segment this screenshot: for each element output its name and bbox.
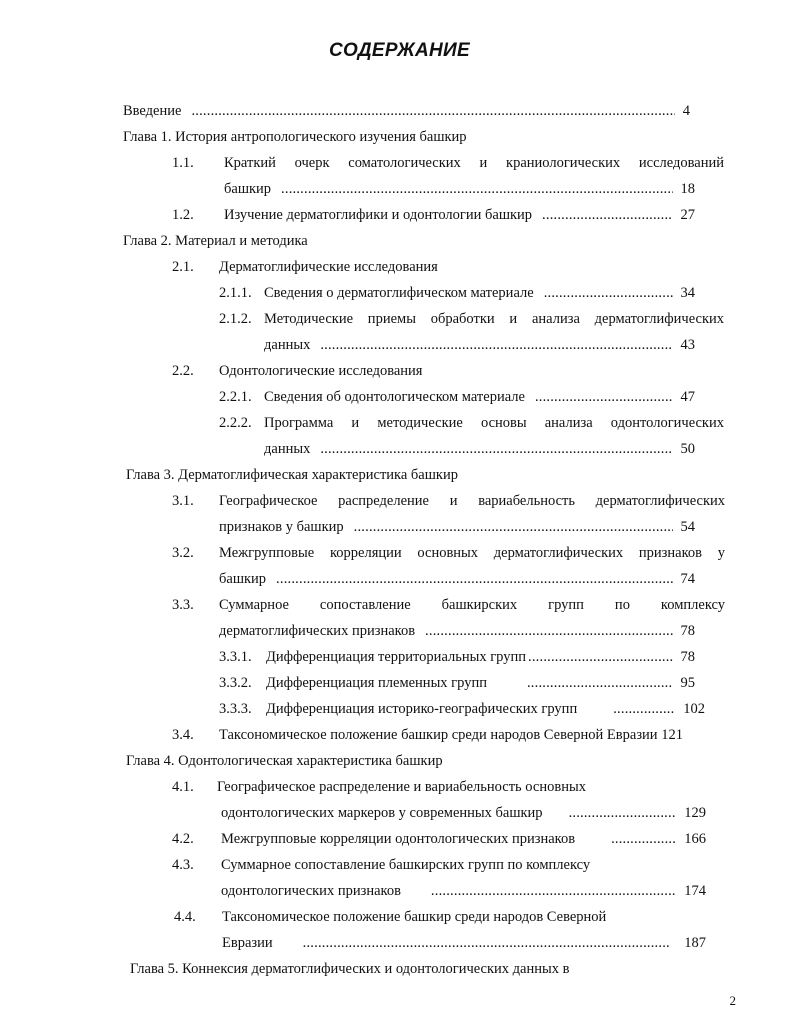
toc-entry-text: данных: [264, 337, 311, 353]
leader-dots: [425, 622, 672, 640]
toc-section-number: 4.4.: [174, 909, 196, 925]
toc-entry-text: башкир: [219, 571, 267, 587]
toc-entry-3-3-2: [266, 674, 695, 692]
toc-entry-text: Сведения об одонтологическом материале: [264, 389, 525, 405]
toc-section-text: Краткий очерк соматологических и краниологических исследований: [224, 155, 724, 171]
toc-section-text: Географическое распределение и вариабельность дерматоглифических: [219, 493, 725, 509]
toc-page-number: 27: [680, 207, 695, 223]
toc-section-number: 4.1.: [172, 779, 194, 795]
toc-section-text: Таксономическое положение башкир среди народов Северной: [222, 909, 607, 925]
toc-page-number: 78: [680, 623, 695, 639]
toc-entry-3-3-3: [266, 700, 705, 718]
toc-entry-text: Дифференциация племенных групп: [266, 675, 487, 691]
leader-dots: [354, 518, 673, 536]
toc-subsection-text: Программа и методические основы анализа одонтологических: [264, 415, 724, 431]
leader-dots: [535, 388, 673, 406]
toc-page-number: 166: [684, 831, 706, 847]
toc-subsection-continuation: [264, 440, 695, 458]
toc-section-number: 3.1.: [172, 493, 194, 509]
toc-section-number: 2.2.: [172, 363, 194, 379]
toc-section-text: Суммарное сопоставление башкирских групп по комплексу: [219, 597, 725, 613]
toc-page-number: 34: [680, 285, 695, 301]
toc-entry-3-3-1: [266, 648, 695, 666]
toc-section-continuation: [221, 804, 706, 822]
toc-subsection-number: 2.1.2.: [219, 311, 252, 327]
toc-subsection-continuation: [264, 336, 695, 354]
leader-dots: [191, 102, 674, 120]
toc-chapter-5: Глава 5. Коннексия дерматоглифических и одонтологических данных в: [130, 961, 570, 977]
toc-chapter-3: Глава 3. Дерматоглифическая характеристика башкир: [126, 467, 458, 483]
toc-subsection-number: 3.3.3.: [219, 701, 252, 717]
leader-dots: [431, 882, 676, 900]
toc-page-number: 187: [684, 935, 706, 951]
toc-section-text: Таксономическое положение башкир среди народов Северной Евразии 121: [219, 727, 683, 743]
leader-dots: [281, 180, 672, 198]
leader-dots: [569, 804, 677, 822]
leader-dots: [303, 934, 671, 952]
leader-dots: [611, 830, 676, 848]
toc-entry-text: башкир: [224, 181, 272, 197]
toc-section-continuation: [219, 622, 695, 640]
toc-section-continuation: [224, 180, 695, 198]
toc-page-number: 74: [680, 571, 695, 587]
toc-subsection-number: 3.3.1.: [219, 649, 252, 665]
toc-subsection-number: 2.2.1.: [219, 389, 252, 405]
toc-page-number: 54: [680, 519, 695, 535]
toc-page-number: 95: [680, 675, 695, 691]
toc-entry-text: признаков у башкир: [219, 519, 344, 535]
toc-page-number: 4: [682, 103, 690, 119]
toc-section-text: Дерматоглифические исследования: [219, 259, 438, 275]
leader-dots: [544, 284, 673, 302]
page-title: СОДЕРЖАНИЕ: [329, 40, 470, 61]
toc-section-number: 3.3.: [172, 597, 194, 613]
toc-section-number: 1.2.: [172, 207, 194, 223]
leader-dots: [527, 674, 673, 692]
toc-page-number: 129: [684, 805, 706, 821]
toc-section-continuation: [222, 934, 706, 952]
toc-chapter-4: Глава 4. Одонтологическая характеристика башкир: [126, 753, 443, 769]
toc-section-number: 4.2.: [172, 831, 194, 847]
toc-entry-4-2: [221, 830, 706, 848]
toc-entry-text: Межгрупповые корреляции одонтологических признаков: [221, 831, 576, 847]
toc-chapter-1: Глава 1. История антропологического изучения башкир: [123, 129, 467, 145]
toc-section-continuation: [221, 882, 706, 900]
toc-entry-1-2: [224, 206, 695, 224]
toc-section-text: Межгрупповые корреляции основных дерматоглифических признаков у: [219, 545, 725, 561]
toc-entry-text: Изучение дерматоглифики и одонтологии башкир: [224, 207, 533, 223]
toc-entry-text: данных: [264, 441, 311, 457]
toc-section-number: 2.1.: [172, 259, 194, 275]
toc-entry-2-1-1: [264, 284, 695, 302]
leader-dots: [542, 206, 672, 224]
toc-page-number: 47: [680, 389, 695, 405]
toc-entry-text: Сведения о дерматоглифическом материале: [264, 285, 534, 301]
toc-section-number: 3.2.: [172, 545, 194, 561]
toc-entry-text: Дифференциация территориальных групп: [266, 649, 527, 665]
toc-entry-2-2-1: [264, 388, 695, 406]
toc-section-number: 4.3.: [172, 857, 194, 873]
toc-entry-text: Дифференциация историко-географических групп: [266, 701, 578, 717]
toc-subsection-number: 2.2.2.: [219, 415, 252, 431]
leader-dots: [276, 570, 672, 588]
toc-page-number: 50: [680, 441, 695, 457]
toc-entry-intro: [123, 102, 690, 120]
toc-entry-text: дерматоглифических признаков: [219, 623, 416, 639]
toc-subsection-number: 2.1.1.: [219, 285, 252, 301]
page-number: 2: [729, 993, 736, 1008]
toc-section-number: 3.4.: [172, 727, 194, 743]
toc-section-text: Географическое распределение и вариабельность основных: [217, 779, 586, 795]
toc-page-number: 174: [684, 883, 706, 899]
toc-section-continuation: [219, 570, 695, 588]
toc-chapter-2: Глава 2. Материал и методика: [123, 233, 308, 249]
toc-entry-text: Евразии: [222, 935, 273, 951]
leader-dots: [320, 336, 672, 354]
toc-entry-text: Введение: [123, 103, 182, 119]
toc-entry-text: одонтологических признаков: [221, 883, 401, 899]
toc-section-text: Одонтологические исследования: [219, 363, 423, 379]
toc-subsection-number: 3.3.2.: [219, 675, 252, 691]
toc-page-number: 18: [680, 181, 695, 197]
toc-entry-text: одонтологических маркеров у современных башкир: [221, 805, 543, 821]
toc-subsection-text: Методические приемы обработки и анализа дерматоглифических: [264, 311, 724, 327]
leader-dots: [320, 440, 672, 458]
toc-page-number: 43: [680, 337, 695, 353]
toc-section-number: 1.1.: [172, 155, 194, 171]
toc-section-continuation: [219, 518, 695, 536]
toc-page-number: 102: [683, 701, 705, 717]
leader-dots: [613, 700, 675, 718]
toc-page-number: 78: [680, 649, 695, 665]
leader-dots: [528, 648, 672, 666]
toc-section-text: Суммарное сопоставление башкирских групп по комплексу: [221, 857, 591, 873]
